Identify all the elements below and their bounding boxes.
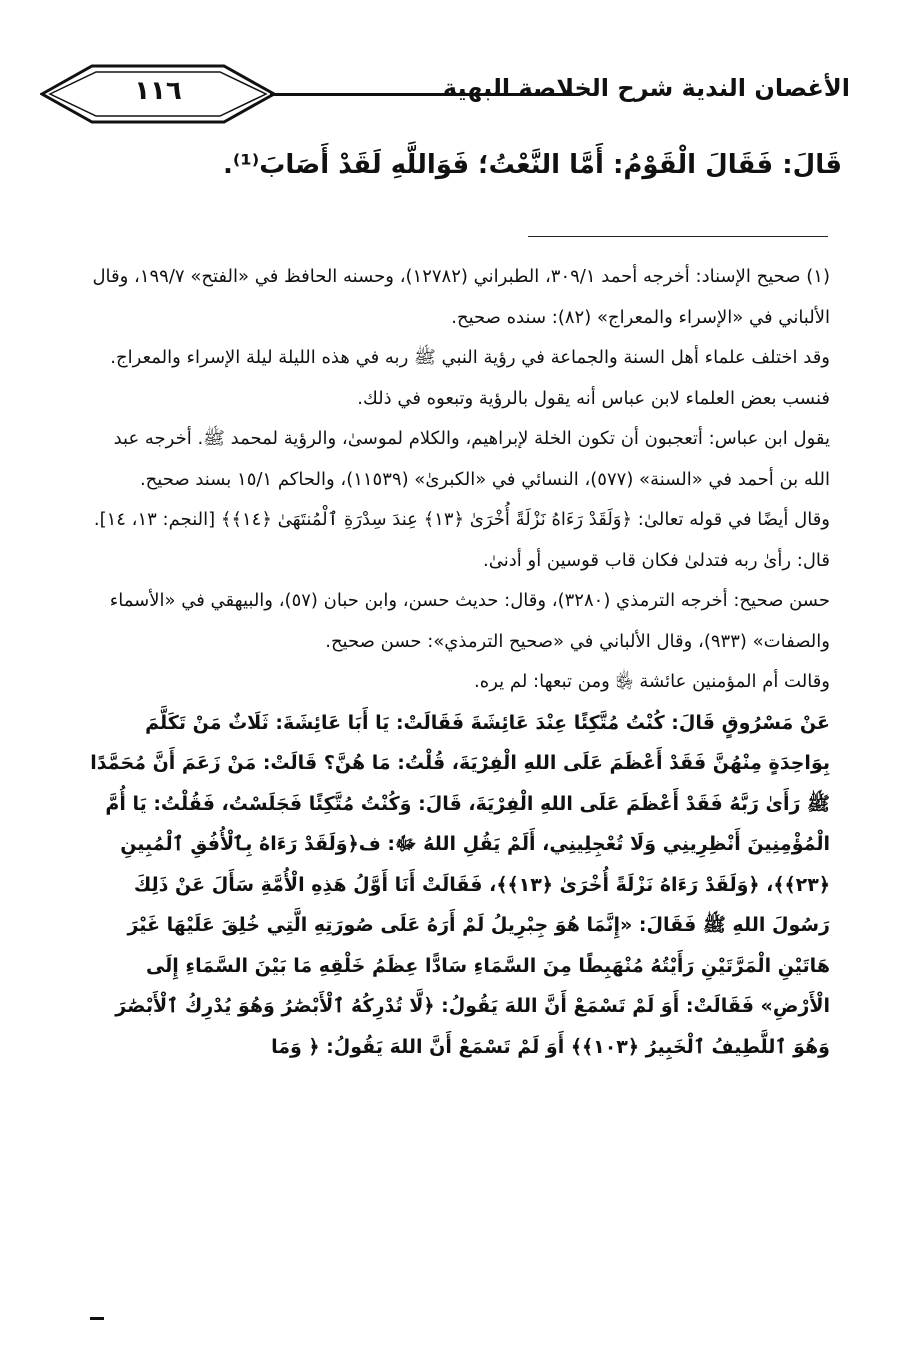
footnote-1: (١) صحيح الإسناد: أخرجه أحمد ٣٠٩/١، الطبراني (١٢٧٨٢)، وحسنه الحافظ في «الفتح» ١٩٩/٧، وقال الألباني في «الإسراء والمعراج» (٨٢): سنده صحيح. (92, 266, 830, 328)
footnote-separator (528, 236, 828, 237)
footnote-paragraph: حسن صحيح: أخرجه الترمذي (٣٢٨٠)، وقال: حديث حسن، وابن حبان (٥٧)، والبيهقي في «الأسماء والصفات» (٩٣٣)، وقال الألباني في «صحيح الترمذي»: حسن صحيح. (109, 590, 830, 652)
footnote-paragraph: وقال أيضًا في قوله تعالىٰ: ﴿وَلَقَدْ رَءَاهُ نَزْلَةً أُخْرَىٰ ﴿١٣﴾ عِندَ سِدْرَةِ ٱلْمُنتَهَىٰ ﴿١٤﴾﴾ [النجم: ١٣، ١٤]. (93, 509, 830, 530)
book-title: الأغصان الندية شرح الخلاصة البهية (442, 74, 850, 102)
footnote-paragraph: فنسب بعض العلماء لابن عباس أنه يقول بالرؤية وتبعوه في ذلك. (357, 387, 830, 409)
page-continuation-mark (90, 1317, 104, 1320)
footnote-paragraph: وقالت أم المؤمنين عائشة ﵂ ومن تبعها: لم يره. (474, 671, 830, 692)
page-number: ١١٦ (134, 76, 182, 106)
footnote-paragraph: قال: رأىٰ ربه فتدلىٰ فكان قاب قوسين أو أدنىٰ. (483, 549, 830, 571)
footnote-paragraph: وقد اختلف علماء أهل السنة والجماعة في رؤية النبي ﷺ ربه في هذه الليلة ليلة الإسراء والمعراج. (110, 347, 830, 368)
main-text: قَالَ: فَقَالَ الْقَوْمُ: أَمَّا النَّعْتُ؛ فَوَاللَّهِ لَقَدْ أَصَابَ⁽¹⁾. (222, 150, 842, 180)
footnote-paragraph: يقول ابن عباس: أتعجبون أن تكون الخلة لإبراهيم، والكلام لموسىٰ، والرؤية لمحمد ﷺ. أخرجه عبد الله بن أحمد في «السنة» (٥٧٧)، النسائي في «الكبرىٰ» (١١٥٣٩)، والحاكم ١٥/١ بسند صحيح. (113, 428, 830, 490)
footnotes (88, 257, 830, 1067)
page-header (40, 64, 880, 124)
hadith-text: عَنْ مَسْرُوقٍ قَالَ: كُنْتُ مُتَّكِئًا عِنْدَ عَائِشَةَ فَقَالَتْ: يَا أَبَا عَائِشَةَ: ثَلَاثٌ مَنْ تَكَلَّمَ بِوَاحِدَةٍ مِنْهُنَّ فَقَدْ أَعْظَمَ عَلَى اللهِ الْفِرْيَةَ، قُلْتُ: مَا هُنَّ؟ قَالَتْ: مَنْ زَعَمَ أَنَّ مُحَمَّدًا ﷺ رَأَىٰ رَبَّهُ فَقَدْ أَعْظَمَ عَلَى اللهِ الْفِرْيَةَ، قَالَ: وَكُنْتُ مُتَّكِئًا فَجَلَسْتُ، فَقُلْتُ: يَا أُمَّ الْمُؤْمِنِينَ أَنْظِرِينِي وَلَا تُعْجِلِينِي، أَلَمْ يَقُلِ اللهُ ﷻ: ف﴿وَلَقَدْ رَءَاهُ بِٱلْأُفُقِ ٱلْمُبِينِ ﴿٢٣﴾﴾، ﴿وَلَقَدْ رَءَاهُ نَزْلَةً أُخْرَىٰ ﴿١٣﴾﴾، فَقَالَتْ أَنَا أَوَّلُ هَذِهِ الْأُمَّةِ سَأَلَ عَنْ ذَلِكَ رَسُولَ اللهِ ﷺ فَقَالَ: «إِنَّمَا هُوَ جِبْرِيلُ لَمْ أَرَهُ عَلَى صُورَتِهِ الَّتِي خُلِقَ عَلَيْهَا غَيْرَ هَاتَيْنِ الْمَرَّتَيْنِ رَأَيْتُهُ مُنْهَبِطًا مِنَ السَّمَاءِ سَادًّا عِظَمُ خَلْقِهِ مَا بَيْنَ السَّمَاءِ إِلَى الْأَرْضِ» فَقَالَتْ: أَوَ لَمْ تَسْمَعْ أَنَّ اللهَ يَقُولُ: ﴿لَّا تُدْرِكُهُ ٱلْأَبْصَٰرُ وَهُوَ يُدْرِكُ ٱلْأَبْصَٰرَ وَهُوَ ٱللَّطِيفُ ٱلْخَبِيرُ ﴿١٠٣﴾﴾ أَوَ لَمْ تَسْمَعْ أَنَّ اللهَ يَقُولُ: ﴿ وَمَا (90, 711, 830, 1058)
